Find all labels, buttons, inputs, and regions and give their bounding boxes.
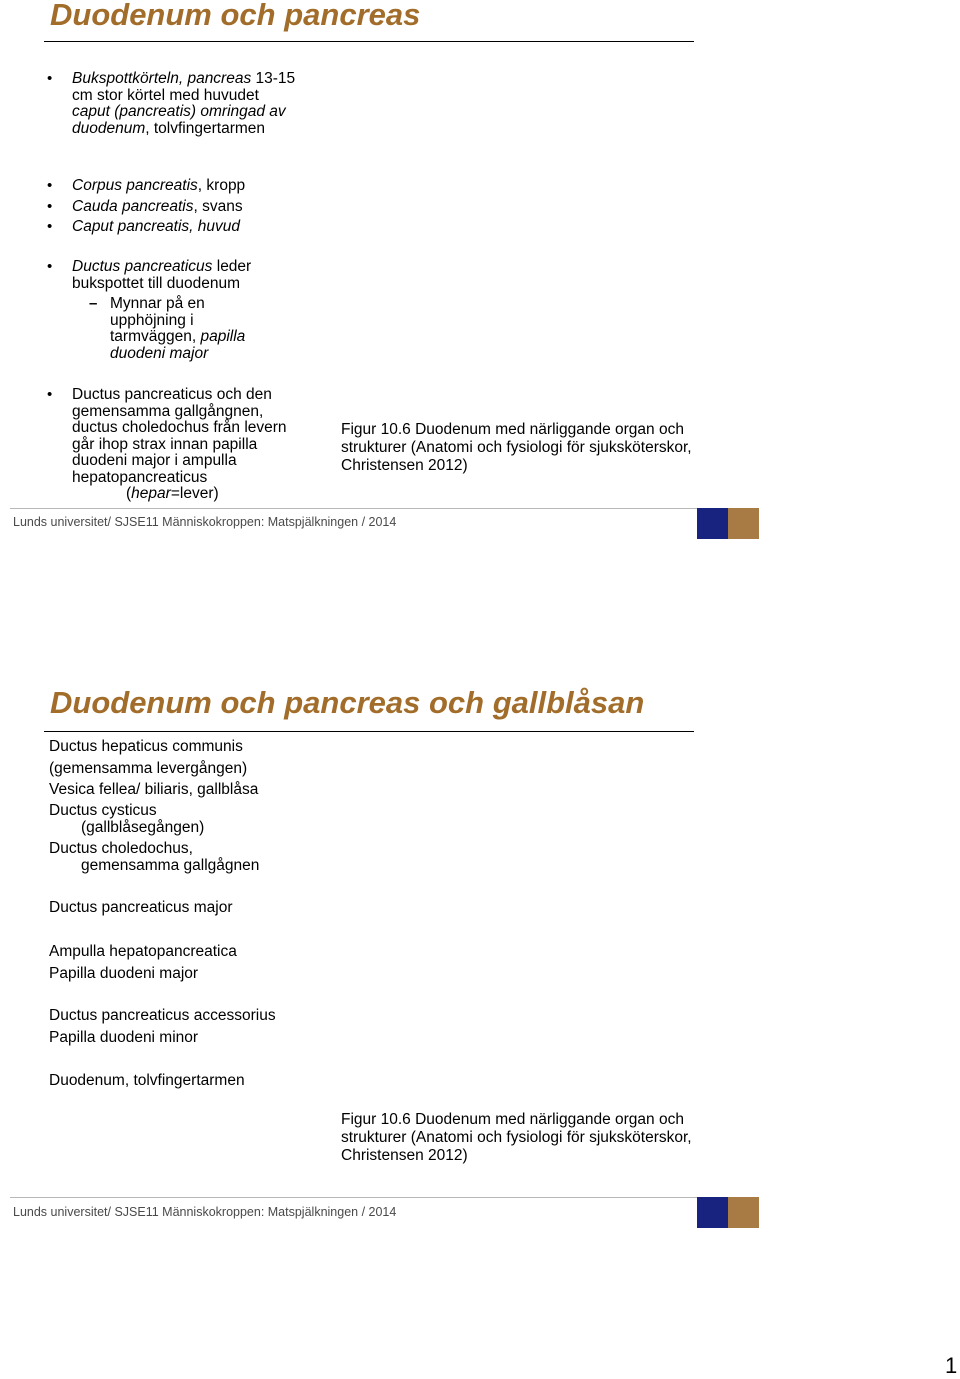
bullet-ampulla: [72, 387, 300, 503]
list-line: Ampulla hepatopancreatica: [49, 943, 237, 960]
list-line: Ductus cysticus: [49, 802, 157, 819]
slide1-figure-caption: Figur 10.6 Duodenum med närliggande organ och strukturer (Anatomi och fysiologi för sjuksköterskor, Christensen 2012): [341, 421, 692, 474]
list-line: (gemensamma levergången): [49, 760, 248, 777]
slide2-title: Duodenum och pancreas och gallblåsan: [50, 685, 645, 720]
bullet-corpus-text: , kropp: [197, 177, 246, 194]
bullet-caput-term: Caput pancreatis, huvud: [72, 218, 241, 235]
bullet-pancreas: [72, 71, 297, 137]
list-line: (gallblåsegången): [81, 819, 205, 836]
bullet-ampulla-hepar: hepar: [131, 485, 171, 502]
page-number: 1: [945, 1353, 958, 1378]
bullet-mark: •: [47, 198, 53, 215]
bullet-mark: •: [47, 177, 53, 194]
bullet-pancreas-term: Bukspottkörteln, pancreas: [72, 70, 252, 87]
list-line: Duodenum, tolvfingertarmen: [49, 1072, 245, 1089]
list-line: Ductus pancreaticus accessorius: [49, 1007, 276, 1024]
brand-square-brown: [728, 1197, 759, 1228]
list-line: gemensamma gallgågnen: [81, 857, 260, 874]
list-line: Ductus pancreaticus major: [49, 899, 233, 916]
brand-square-blue: [697, 508, 728, 539]
slide1-title-rule: [44, 41, 694, 42]
slide2-footer-rule: [10, 1197, 698, 1198]
list-line: Vesica fellea/ biliaris, gallblåsa: [49, 781, 259, 798]
bullet-ductus: [72, 259, 282, 292]
slide2-title-rule: [44, 731, 694, 732]
brand-square-brown: [728, 508, 759, 539]
bullet-cauda: [72, 199, 243, 216]
bullet-pancreas-tail: , tolvfingertarmen: [145, 119, 266, 137]
slide1-footer-text: Lunds universitet/ SJSE11 Människokroppen: Matspjälkningen / 2014: [13, 515, 397, 529]
slide1-title: Duodenum och pancreas: [50, 0, 421, 32]
bullet-pancreas-caput: caput (pancreatis): [72, 103, 197, 120]
bullet-caput: [72, 219, 240, 236]
bullet-mark: •: [47, 70, 53, 87]
slide2-figure-caption: Figur 10.6 Duodenum med närliggande organ och strukturer (Anatomi och fysiologi för sjuksköterskor, Christensen 2012): [341, 1111, 692, 1164]
sub-bullet-papilla: [110, 296, 270, 362]
bullet-cauda-text: , svans: [193, 198, 243, 215]
bullet-ductus-term: Ductus pancreaticus: [72, 258, 213, 275]
list-line: Papilla duodeni minor: [49, 1029, 199, 1046]
list-line: Ductus choledochus,: [49, 840, 193, 857]
bullet-cauda-term: Cauda pancreatis: [72, 198, 194, 215]
bullet-pancreas-duodenum: omringad av duodenum: [72, 103, 286, 137]
sub-bullet-term: papilla duodeni major: [110, 328, 246, 362]
bullet-mark: •: [47, 258, 53, 275]
bullet-ampulla-text: Ductus pancreaticus och den gemensamma gallgångnen, ductus choledochus från levern går ihop strax innan papilla duodeni major i ampulla hepatopancreaticus: [72, 386, 287, 486]
bullet-corpus: [72, 178, 245, 195]
bullet-ampulla-note: [72, 486, 300, 503]
bullet-mark: •: [47, 386, 53, 403]
paren-open: (: [126, 485, 132, 502]
bullet-ductus-text: leder bukspottet till duodenum: [72, 258, 252, 292]
bullet-pancreas-text: 13-15 cm stor körtel med huvudet: [72, 70, 296, 104]
list-line: Papilla duodeni major: [49, 965, 199, 982]
sub-bullet-text: Mynnar på en upphöjning i tarmväggen,: [110, 295, 205, 345]
sub-bullet-dash: –: [89, 295, 98, 312]
slide2-footer-text: Lunds universitet/ SJSE11 Människokroppen: Matspjälkningen / 2014: [13, 1205, 397, 1219]
slide1-footer-rule: [10, 508, 698, 509]
bullet-corpus-term: Corpus pancreatis: [72, 177, 198, 194]
brand-square-blue: [697, 1197, 728, 1228]
paren-close: =lever): [170, 485, 219, 502]
bullet-mark: •: [47, 218, 53, 235]
list-line: Ductus hepaticus communis: [49, 738, 243, 755]
